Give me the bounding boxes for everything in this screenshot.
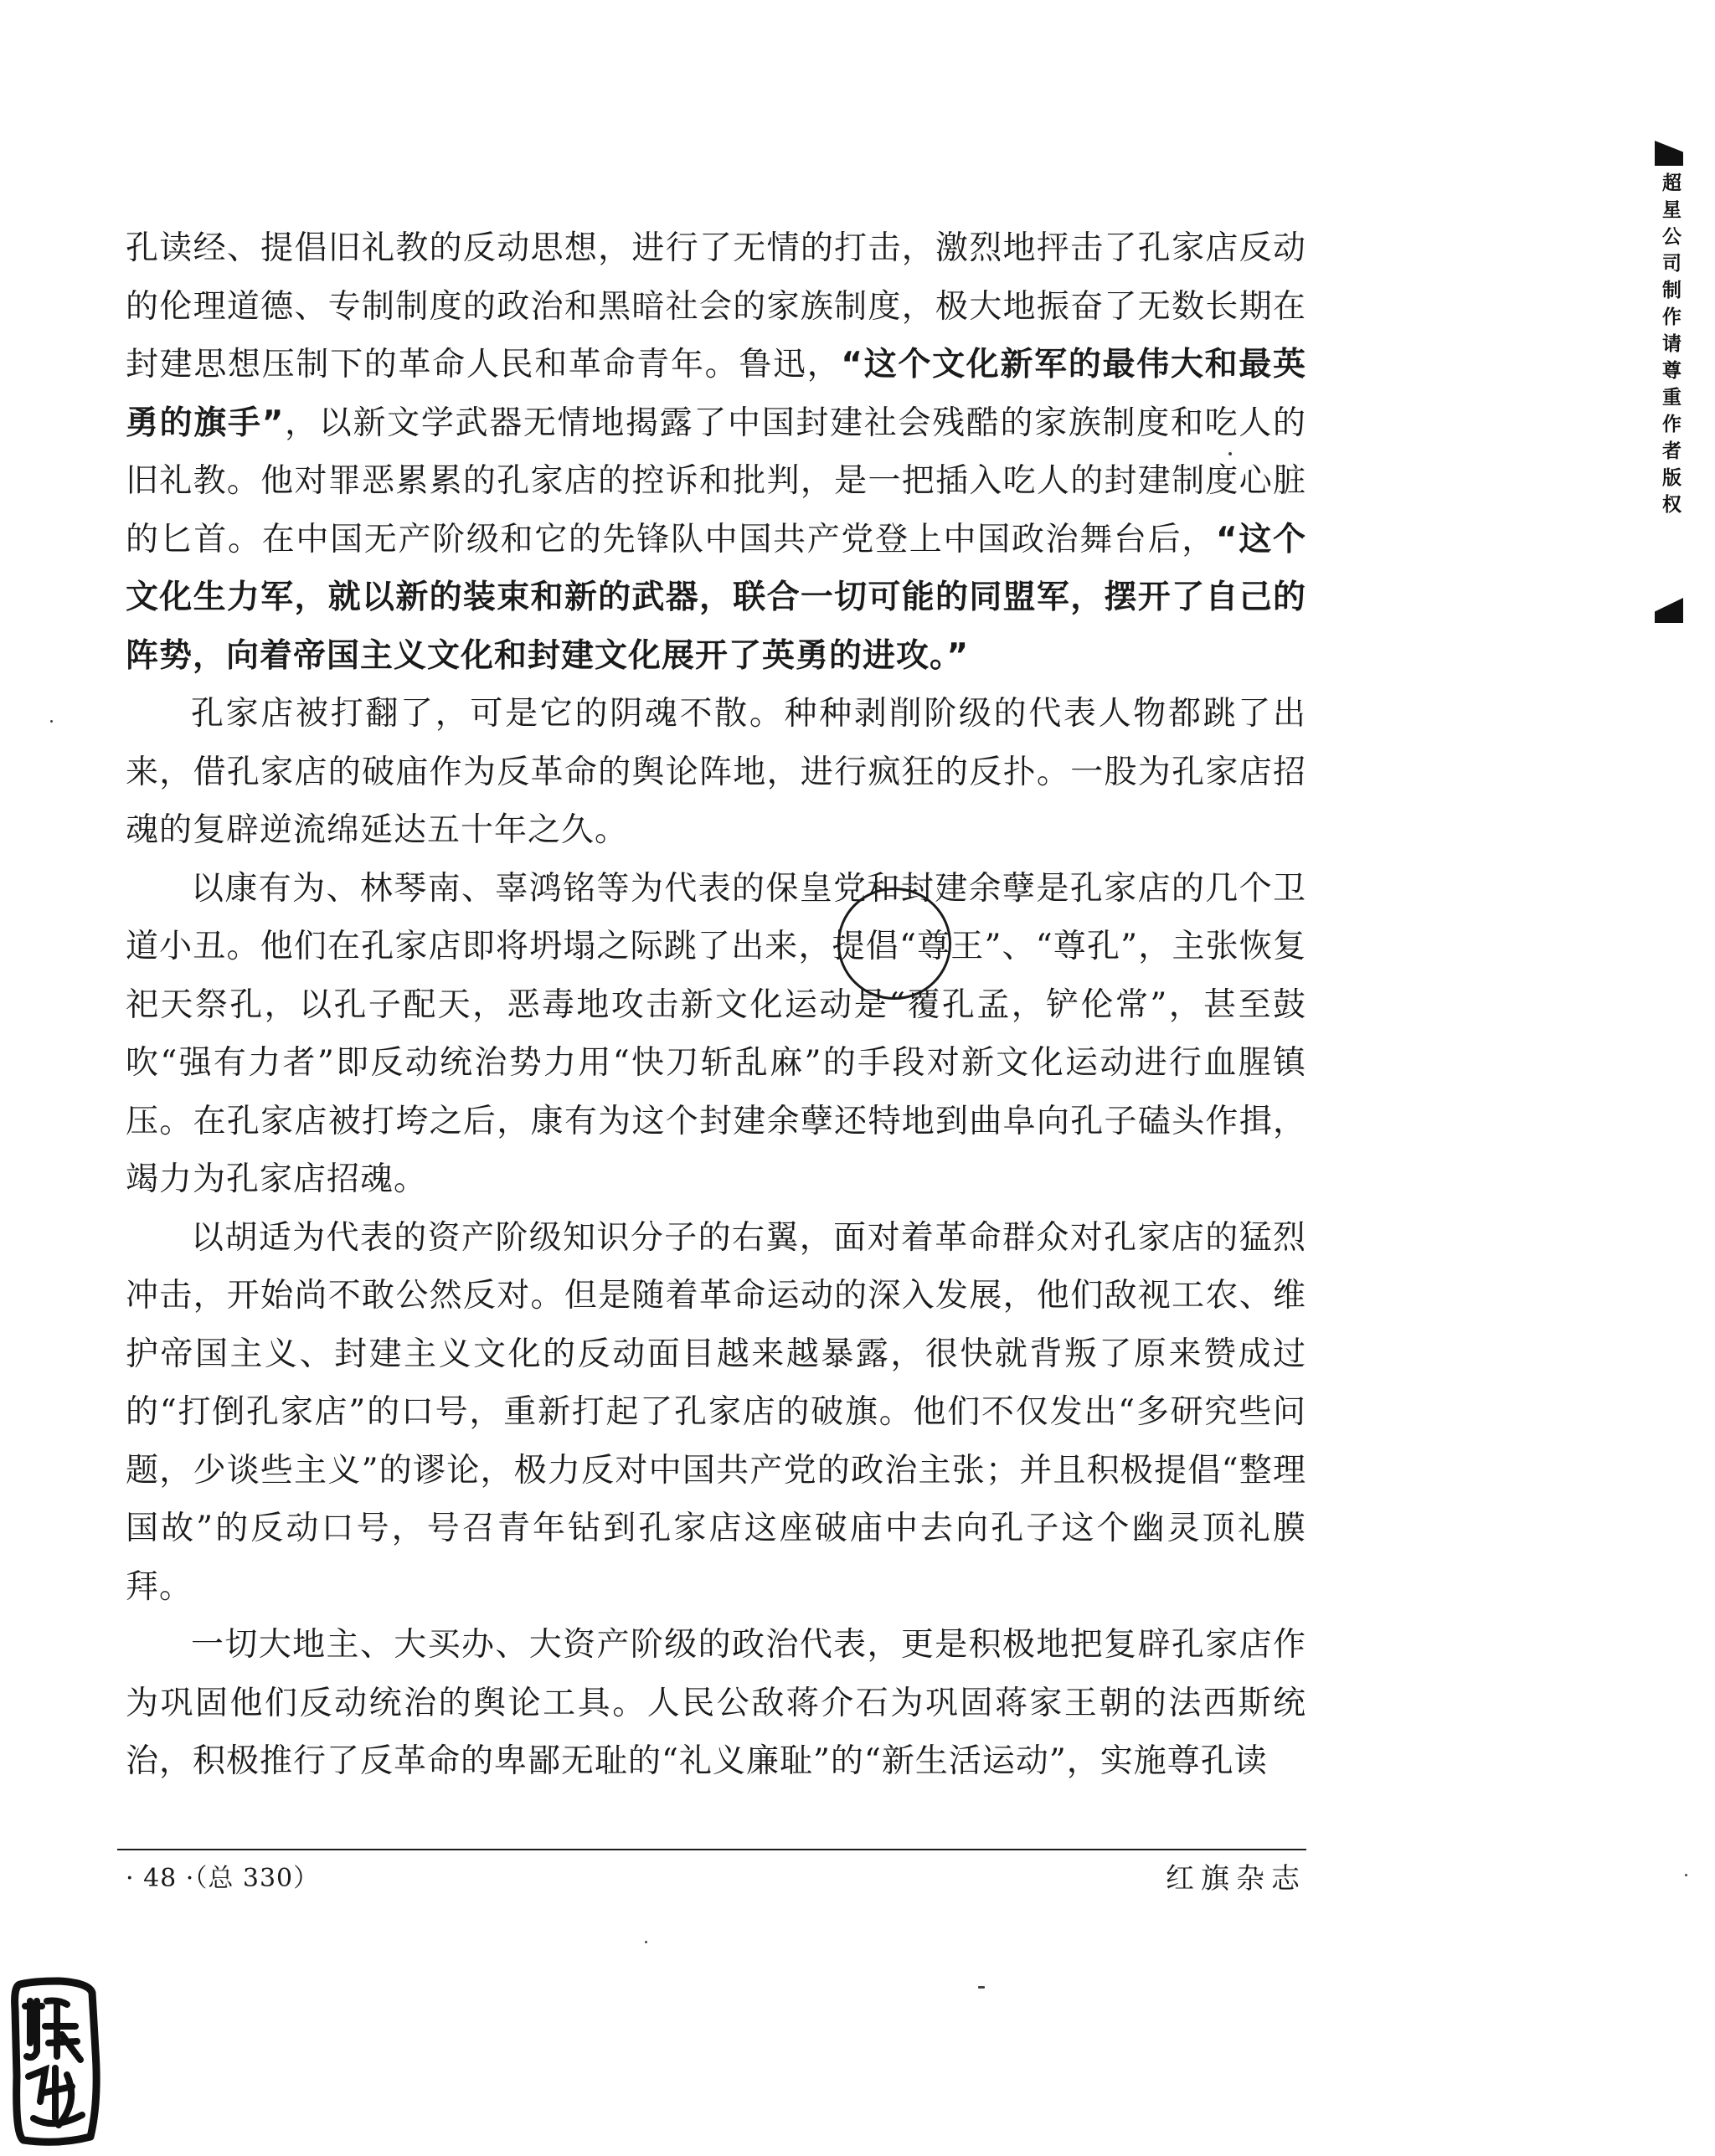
text-run: 一切大地主、大买办、大资产阶级的政治代表，更是积极地把复辟孔家店作为巩固他们反动统治的舆论工具。人民公敌蒋介石为巩固蒋家王朝的法西斯统治，积极推行了反革命的卑鄙无耻的“礼义廉耻”的“新生活运动”，实施尊孔读 xyxy=(126,1626,1306,1780)
paragraph xyxy=(126,1209,1306,1617)
footer-rule xyxy=(117,1849,1306,1850)
text-run: 以胡适为代表的资产阶级知识分子的右翼，面对着革命群众对孔家店的猛烈冲击，开始尚不敢公然反对。但是随着革命运动的深入发展，他们敌视工农、维护帝国主义、封建主义文化的反动面目越来越暴露，很快就背叛了原来赞成过的“打倒孔家店”的口号，重新打起了孔家店的破旗。他们不仅发出“多研究些问题，少谈些主义”的谬论，极力反对中国共产党的政治主张；并且积极提倡“整理国故”的反动口号，号召青年钻到孔家店这座破庙中去向孔子这个幽灵顶礼膜拜。 xyxy=(126,1218,1306,1606)
paragraph xyxy=(126,219,1306,685)
strip-bottom-bar xyxy=(1655,598,1683,623)
scan-speck xyxy=(50,720,53,723)
scan-speck xyxy=(978,1986,985,1989)
strip-top-bar xyxy=(1655,141,1683,166)
text-run: 孔读经、提倡旧礼教的反动思想，进行了无情的打击，激烈地抨击了孔家店反动的伦理道德、专制制度的政治和黑暗社会的家族制度，极大地振奋了无数长期在封建思想压制下的革命人民和革命青年。鲁迅， xyxy=(126,229,1306,383)
paragraph xyxy=(126,685,1306,860)
scan-speck xyxy=(645,1941,647,1943)
article-body xyxy=(126,219,1306,1791)
text-run: 以康有为、林琴南、辜鸿铭等为代表的保皇党和封建余孽是孔家店的几个卫道小丑。他们在孔家店即将坍塌之际跳了出来，提倡“尊王”、“尊孔”，主张恢复祀天祭孔，以孔子配天，恶毒地攻击新文化运动是“覆孔孟，铲伦常”，甚至鼓吹“强有力者”即反动统治势力用“快刀斩乱麻”的手段对新文化运动进行血腥镇压。在孔家店被打垮之后，康有为这个封建余孽还特地到曲阜向孔子磕头作揖，竭力为孔家店招魂。 xyxy=(126,869,1306,1198)
text-run: ，以新文学武器无情地揭露了中国封建社会残酷的家族制度和吃人的旧礼教。他对罪恶累累的孔家店的控诉和批判，是一把插入吃人的封建制度心脏的匕首。在中国无产阶级和它的先锋队中国共产党登上中国政治舞台后， xyxy=(126,404,1306,558)
text-run: 孔家店被打翻了，可是它的阴魂不散。种种剥削阶级的代表人物都跳了出来，借孔家店的破庙作为反革命的舆论阵地，进行疯狂的反扑。一股为孔家店招魂的复辟逆流绵延达五十年之久。 xyxy=(126,695,1306,849)
quoted-bold-text: “这个文化新军的最伟大和最英勇的旗手” xyxy=(126,346,1306,442)
pen-circle-annotation xyxy=(837,888,951,1000)
copyright-strip xyxy=(1650,134,1700,628)
page-number: · 48 ·（总 330） xyxy=(126,1864,320,1893)
scan-speck xyxy=(1228,452,1232,455)
seal-stamp xyxy=(8,1976,102,2148)
scan-speck xyxy=(1685,1874,1687,1876)
journal-name: 红旗杂志 xyxy=(1166,1862,1306,1896)
quoted-bold-text: “这个文化生力军，就以新的装束和新的武器，联合一切可能的同盟军，摆开了自己的阵势，向着帝国主义文化和封建文化展开了英勇的进攻。” xyxy=(126,520,1306,675)
paragraph xyxy=(126,860,1306,1209)
paragraph xyxy=(126,1616,1306,1791)
copyright-text: 超星公司制作请尊重作者版权 xyxy=(1659,172,1681,521)
